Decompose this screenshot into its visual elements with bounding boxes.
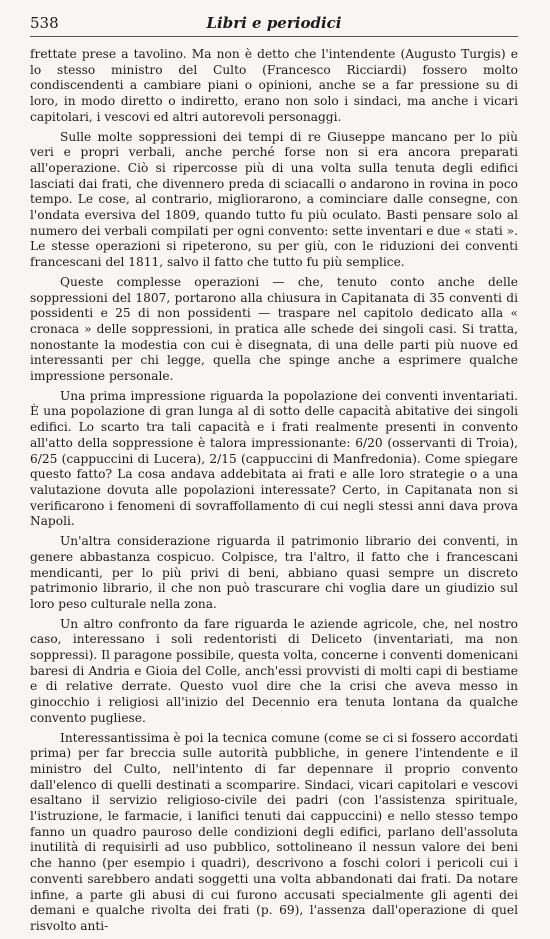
page-header bbox=[30, 14, 518, 37]
paragraph: Un'altra considerazione riguarda il patrimonio librario dei conventi, in genere abbastanza cospicuo. Colpisce, tra l'altro, il fatto che i francescani mendicanti, per lo più privi di beni, abbiano quasi sempre un discreto patrimonio librario, il che non può trascurare chi voglia dare un giudizio sul loro peso culturale nella zona. bbox=[30, 534, 518, 611]
article-body bbox=[30, 47, 518, 939]
paragraph: Una prima impressione riguarda la popolazione dei conventi inventariati. È una popolazione di gran lunga al di sotto delle capacità abitative dei singoli edifici. Lo scarto tra tali capacità e i frati realmente presenti in convento all'atto della soppressione è talora impressionante: 6/20 (osservanti di Troia), 6/25 (cappuccini di Lucera), 2/15 (cappuccini di Manfredonia). Come spiegare questo fatto? La cosa andava addebitata ai frati e alle loro strategie o a una valutazione dovuta alle popolazioni interessate? Certo, in Capitanata non si verificarono i fenomeni di sovraffollamento di cui negli stessi anni dava prova Napoli. bbox=[30, 388, 518, 529]
paragraph-continued: frettate prese a tavolino. Ma non è detto che l'intendente (Augusto Turgis) e lo stesso ministro del Culto (Francesco Ricciardi) fossero molto condiscendenti a cambiare piani o opinioni, anche se a far pressione su di loro, in modo diretto o indiretto, erano non solo i sindaci, ma anche i vicari capitolari, i vescovi ed altri autorevoli personaggi. bbox=[30, 47, 518, 124]
running-title: Libri e periodici bbox=[206, 14, 342, 32]
paragraph: Queste complesse operazioni — che, tenuto conto anche delle soppressioni del 1807, portarono alla chiusura in Capitanata di 35 conventi di possidenti e 25 di non possidenti — traspare nel capitolo dedicato alla « cronaca » delle soppressioni, in pratica alle schede dei singoli casi. Si tratta, nonostante la modestia con cui è disegnata, di una delle parti più nuove ed interessanti per chi legge, quella che spinge anche a esprimere qualche impressione personale. bbox=[30, 274, 518, 384]
paragraph: Un altro confronto da fare riguarda le aziende agricole, che, nel nostro caso, interessano i soli redentoristi di Deliceto (inventariati, ma non soppressi). Il paragone possibile, questa volta, concerne i conventi domenicani baresi di Andria e Gioia del Colle, anch'essi provvisti di molti capi di bestiame e di relative derrate. Questo vuol dire che la crisi che aveva messo in ginocchio i religiosi all'inizio del Decennio era tenuta lontana da qualche convento pugliese. bbox=[30, 616, 518, 725]
paragraph: Sulle molte soppressioni dei tempi di re Giuseppe mancano per lo più veri e propri verbali, anche perché forse non si era ancora preparati all'operazione. Ciò si ripercosse più di una volta sulla tenuta degli edifici lasciati dai frati, che divennero preda di sciacalli o andarono in rovina in poco tempo. Le cose, al contrario, migliorarono, a cominciare dalle consegne, con l'ondata eversiva del 1809, quando tutto fu più oculato. Basti pensare solo al numero dei verbali compilati per ogni convento: sette inventari e due « stati ». Le stesse operazioni si ripeterono, su per giù, con le riduzioni dei conventi francescani del 1811, salvo il fatto che tutto fu più semplice. bbox=[30, 129, 518, 270]
paragraph: Interessantissima è poi la tecnica comune (come se ci si fossero accordati prima) per far breccia sulle autorità pubbliche, in genere l'intendente e il ministro del Culto, nell'intento di far depennare il proprio convento dall'elenco di quelli destinati a scomparire. Sindaci, vicari capitolari e vescovi esaltano il servizio religioso-civile dei padri (con l'assistenza spirituale, l'istruzione, le farmacie, i lanifici tenuti dai cappuccini) e nello stesso tempo fanno un quadro pauroso delle condizioni degli edifici, parlano dell'assoluta inutilità di requisirli ad uso pubblico, sottolineano il nessun valore dei beni che hanno (per esempio i quadri), descrivono a foschi colori i pericoli cui i conventi sarebbero andati soggetti una volta abbandonati dai frati. Da notare infine, a parte gli abusi di cui furono accusati specialmente gli agenti dei demani e qualche rivolta dei frati (p. 69), l'assenza dall'operazione di quel risvolto anti- bbox=[30, 730, 518, 933]
page-number: 538 bbox=[30, 14, 59, 32]
